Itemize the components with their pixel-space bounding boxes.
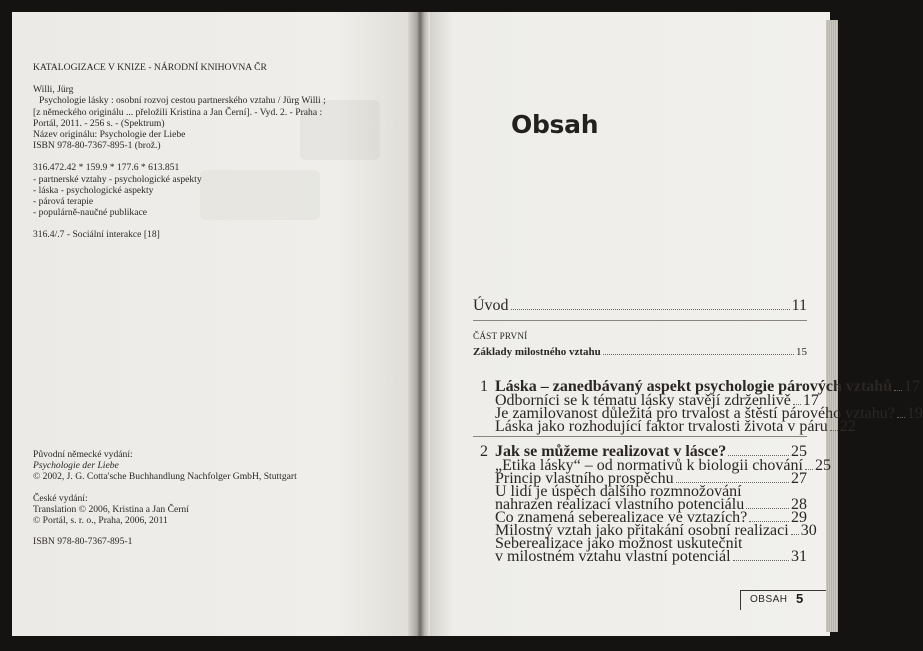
page-edges	[826, 20, 838, 632]
toc-page-number: 15	[796, 346, 807, 358]
part-label: ČÁST PRVNÍ	[473, 331, 528, 341]
toc-entry-title: „Etika lásky“ – od normativů k biologii chování	[495, 457, 803, 474]
separator-line	[473, 320, 807, 321]
leader-dots	[733, 560, 789, 561]
footer-rule-vertical	[740, 590, 741, 610]
toc-page-number: 22	[839, 418, 856, 435]
toc-entry-title: Úvod	[473, 297, 509, 314]
toc-page-number: 25	[814, 457, 831, 474]
footer-page-number: 5	[796, 591, 804, 606]
footer-rule	[740, 590, 826, 591]
toc-page-number: 29	[791, 509, 807, 526]
toc-page-number: 31	[791, 548, 807, 565]
leader-dots	[728, 455, 789, 456]
toc-entry-title: nahrazen realizací vlastního potenciálu	[495, 496, 745, 513]
cip-line: Psychologie lásky : osobní rozvoj cestou partnerského vztahu / Jürg Willi ;	[39, 95, 326, 107]
leader-dots	[603, 354, 794, 355]
toc-entry-title: Odborníci se k tématu lásky stavějí zdrženlivě	[495, 392, 791, 409]
cip-line: [z německého originálu ... přeložili Kristina a Jan Černí]. - Vyd. 2. - Praha :	[33, 106, 323, 118]
toc-entry-title: Základy milostného vztahu	[473, 346, 601, 358]
leader-dots	[830, 430, 838, 431]
leader-dots	[897, 417, 905, 418]
chapter-number: 1	[480, 378, 488, 395]
toc-page-number: 17	[802, 392, 819, 409]
classification-line: - párová terapie	[33, 196, 94, 208]
book-gutter	[408, 12, 430, 636]
cip-title: KATALOGIZACE V KNIZE - NÁRODNÍ KNIHOVNA ČR	[33, 62, 267, 73]
translation-copyright: Translation © 2006, Kristina a Jan Černí	[33, 503, 189, 515]
toc-entry-title: v milostném vztahu vlastní potenciál	[495, 548, 731, 565]
toc-entry-title: Milostný vztah jako přitakání osobní realizaci	[495, 522, 789, 539]
toc-entry-title: Jak se můžeme realizovat v lásce?	[495, 443, 727, 460]
leader-dots	[511, 309, 790, 310]
classification-line: - láska - psychologické aspekty	[33, 184, 154, 196]
toc-part-title	[473, 346, 807, 358]
classification-line: 316.472.42 * 159.9 * 177.6 * 613.851	[33, 162, 180, 174]
toc-entry-intro	[473, 297, 807, 315]
isbn-line: ISBN 978-80-7367-895-1	[33, 536, 133, 548]
original-edition-label: Původní německé vydání:	[33, 449, 133, 460]
czech-edition-label: České vydání:	[33, 492, 88, 504]
classification-line: - partnerské vztahy - psychologické aspekty	[33, 173, 202, 185]
footer-section-label: OBSAH	[750, 594, 788, 605]
toc-page-number: 25	[791, 443, 807, 460]
cip-line: Portál, 2011. - 256 s. - (Spektrum)	[33, 117, 165, 129]
toc-entry-title: Láska jako rozhodující faktor trvalosti života v páru	[495, 418, 828, 435]
toc-entry-title: Co znamená seberealizace ve vztazích?	[495, 509, 748, 526]
toc-page-number: 27	[791, 470, 807, 487]
leader-dots	[894, 390, 902, 391]
toc-page-number: 28	[791, 496, 807, 513]
separator-line	[473, 436, 807, 437]
classification-line: - populárně-naučné publikace	[33, 207, 148, 219]
toc-page-number: 19	[906, 405, 923, 422]
contents-heading: Obsah	[511, 110, 599, 139]
toc-entry-title: Je zamilovanost důležitá pro trvalost a štěstí párového vztahu?	[495, 405, 895, 422]
toc-page-number: 11	[791, 297, 807, 314]
toc-entry-title: Seberealizace jako možnost uskutečnit	[495, 535, 743, 552]
edition-info	[33, 449, 363, 547]
cip-record	[33, 62, 363, 241]
original-copyright: © 2002, J. G. Cotta'sche Buchhandlung Nachfolger GmbH, Stuttgart	[33, 471, 297, 483]
toc-entry-title: Princip vlastního prospěchu	[495, 470, 674, 487]
chapter-number: 2	[480, 443, 488, 460]
conspectus-line: 316.4/.7 - Sociální interakce [18]	[33, 229, 160, 241]
cip-line: Název originálu: Psychologie der Liebe	[33, 129, 186, 141]
cip-line: Willi, Jürg	[33, 84, 74, 96]
toc-entry-title: Láska – zanedbávaný aspekt psychologie párových vztahů	[495, 378, 893, 395]
portal-copyright: © Portál, s. r. o., Praha, 2006, 2011	[33, 515, 168, 527]
toc-section	[495, 548, 807, 566]
cip-line: ISBN 978-80-7367-895-1 (brož.)	[33, 140, 161, 152]
toc-entry-title: U lidí je úspěch dalšího rozmnožování	[495, 483, 742, 500]
original-title: Psychologie der Liebe	[33, 460, 119, 472]
toc-page-number: 17	[904, 378, 921, 395]
toc-section	[495, 418, 856, 436]
toc-page-number: 30	[800, 522, 817, 539]
